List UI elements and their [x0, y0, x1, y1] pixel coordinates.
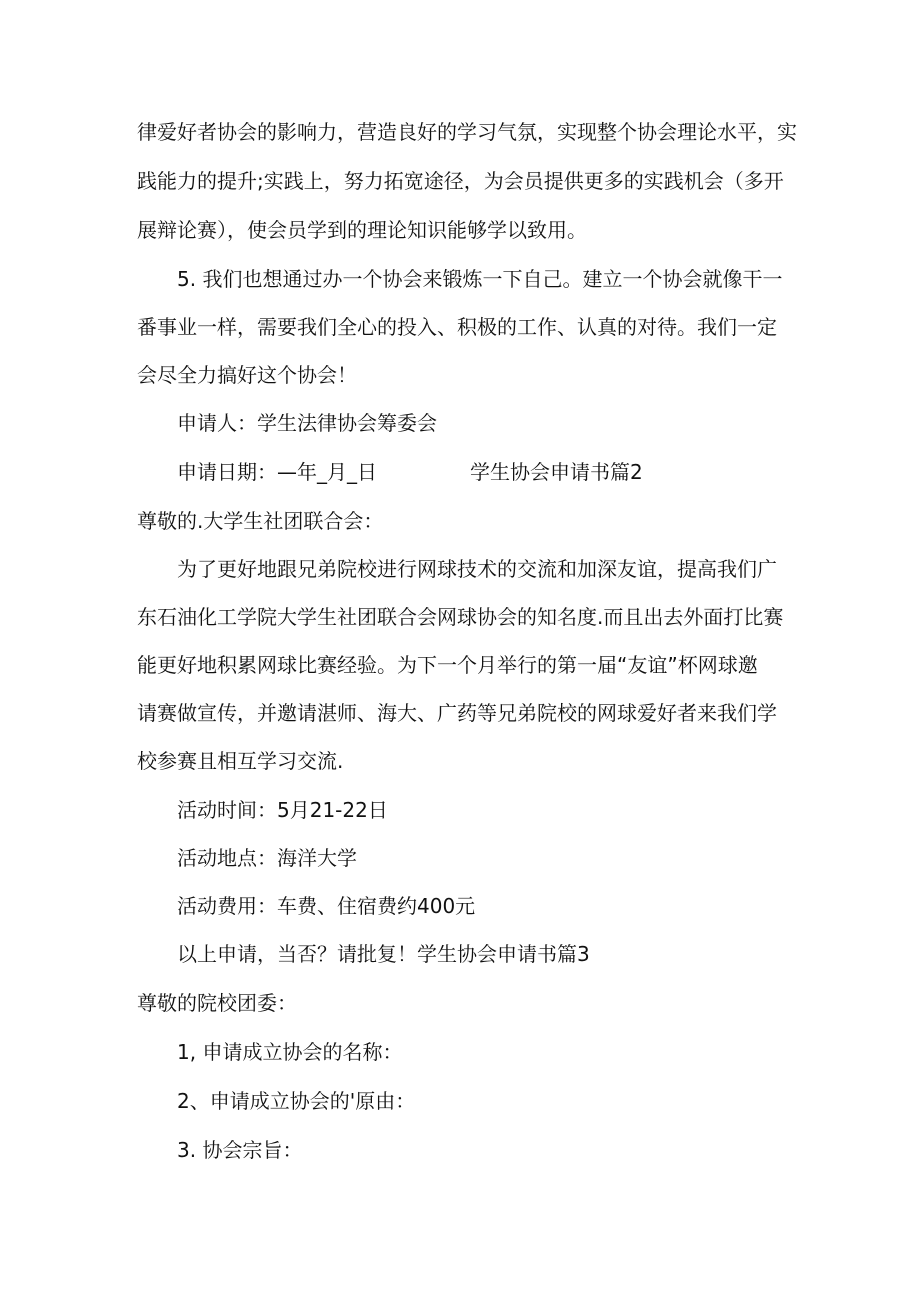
paragraph-line: 请赛做宣传，并邀请湛师、海大、广药等兄弟院校的网球爱好者来我们学 [137, 701, 777, 725]
paragraph-line: 能更好地积累网球比赛经验。为下一个月举行的第一届“友谊”杯网球邀 [137, 653, 758, 677]
applicant-line: 申请人：学生法律协会筹委会 [177, 411, 437, 435]
closing-line: 以上申请，当否？请批复！学生协会申请书篇3 [177, 942, 590, 966]
list-item: 3. 协会宗旨： [177, 1138, 303, 1162]
list-item: 1, 申请成立协会的名称： [177, 1040, 403, 1064]
activity-time: 活动时间：5月21-22日 [177, 798, 388, 822]
list-item: 2、申请成立协会的'原由： [177, 1089, 416, 1113]
section-title: 学生协会申请书篇2 [470, 460, 643, 484]
salutation: 尊敬的院校团委： [137, 991, 297, 1015]
paragraph-line: 会尽全力搞好这个协会！ [137, 363, 357, 387]
paragraph-line: 校参赛且相互学习交流. [137, 749, 344, 773]
activity-cost: 活动费用：车费、住宿费约400元 [177, 894, 476, 918]
paragraph-line: 律爱好者协会的影响力，营造良好的学习气氛，实现整个协会理论水平，实 [137, 120, 797, 144]
paragraph-line: 5. 我们也想通过办一个协会来锻炼一下自己。建立一个协会就像干一 [177, 267, 783, 291]
paragraph-line: 践能力的提升;实践上，努力拓宽途径，为会员提供更多的实践机会（多开 [137, 169, 784, 193]
paragraph-line: 展辩论赛），使会员学到的理论知识能够学以致用。 [137, 218, 587, 242]
paragraph-line: 番事业一样，需要我们全心的投入、积极的工作、认真的对待。我们一定 [137, 315, 777, 339]
activity-place: 活动地点：海洋大学 [177, 846, 357, 870]
date-line: 申请日期：—年_月_日 [177, 460, 377, 484]
paragraph-line: 为了更好地跟兄弟院校进行网球技术的交流和加深友谊，提高我们广 [177, 557, 777, 581]
paragraph-line: 东石油化工学院大学生社团联合会网球协会的知名度.而且出去外面打比赛 [137, 605, 784, 629]
salutation: 尊敬的.大学生社团联合会： [137, 509, 384, 533]
